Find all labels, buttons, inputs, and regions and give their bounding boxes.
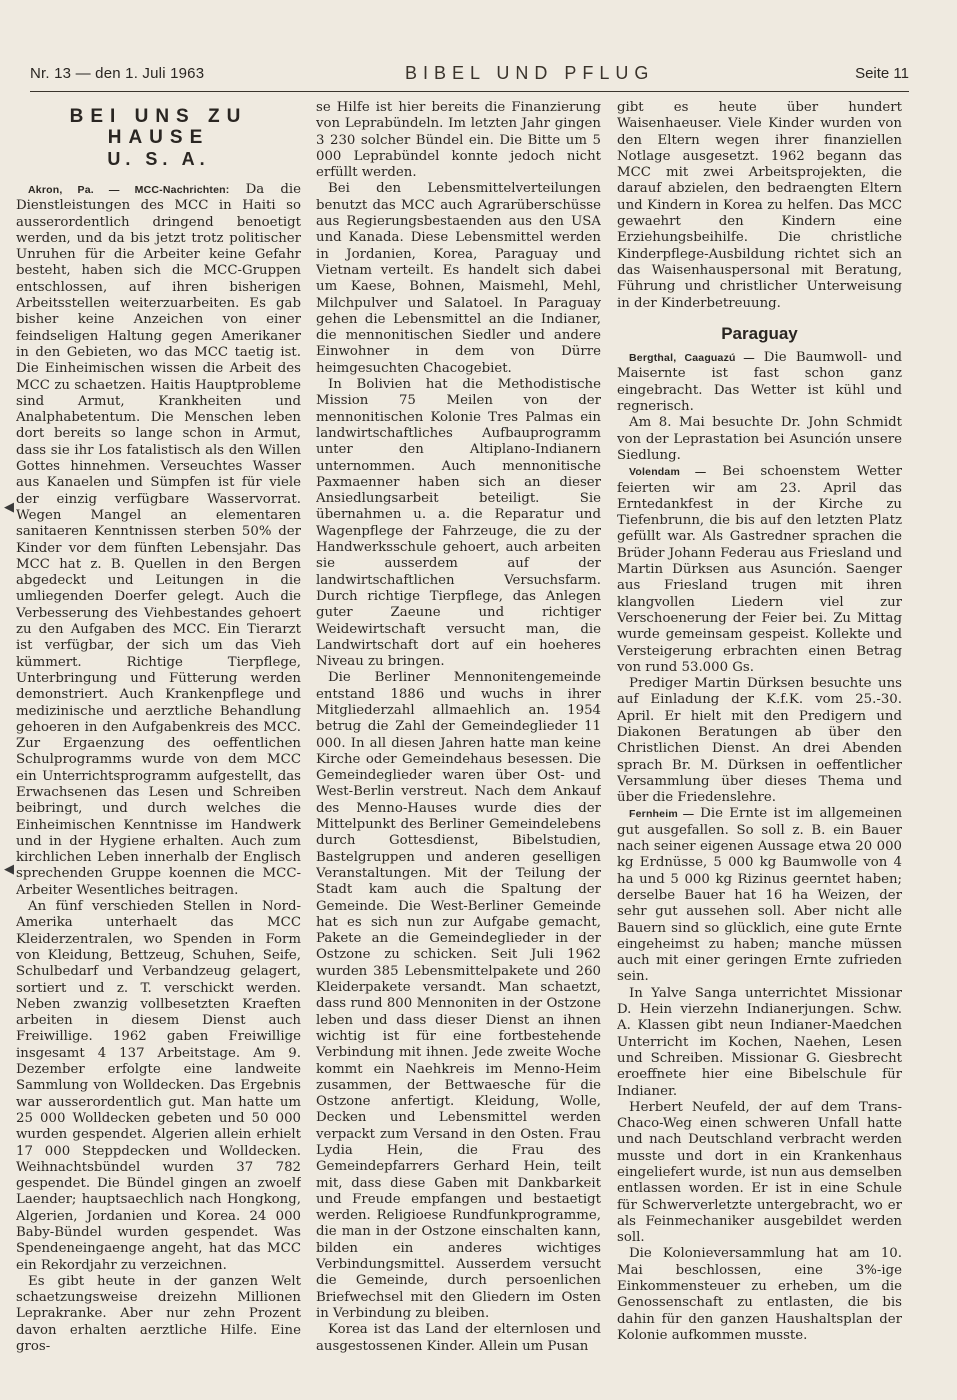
paragraph xyxy=(617,986,902,1100)
paragraph xyxy=(617,1100,902,1247)
paragraph-text: Herbert Neufeld, der auf dem Trans-Chaco-Weg einen schweren Unfall hatte und nach Deutschland verbracht werden musste und dort in ein Krankenhaus eingeliefert wurde, ist nun aus demselben entlassen worden. Er ist in eine Schule für Schwerverletzte untergebracht, wo er als Feinmechaniker ausgebildet werden soll. xyxy=(617,1099,902,1246)
paragraph xyxy=(617,1246,902,1344)
paragraph-text: In Yalve Sanga unterrichtet Missionar D. Hein vierzehn Indianerjungen. Schw. A. Klassen gibt neun Indianer-Maedchen Unterricht im Kochen, Naehen, Lesen und Schreiben. Missionar G. Giesbrecht eroeffnete hier eine Bibelschule für Indianer. xyxy=(617,985,902,1099)
margin-mark: ◀ xyxy=(4,862,14,877)
paragraph xyxy=(617,464,902,676)
paragraph-text: In Bolivien hat die Methodistische Mission 75 Meilen von der mennonitischen Kolonie Tres Palmas ein landwirtschaftliches Aufbauprogramm unter den Altiplano-Indianern unternommen. Auch mennonitische Paxmaenner haben sich an dieser Ansiedlungsarbeit beteiligt. Sie übernahmen u. a. die Reparatur und Wagenpflege der Fahrzeuge, die zu der Handwerksschule gehoert, auch arbeiten sie ausserdem auf der landwirtschaftlichen Versuchsfarm. Durch richtige Tierpflege, das Anlegen guter Zaeune und richtiger Weidewirtschaft versucht man, die Landwirtschaft dort auf ein hoeheres Niveau zu bringen. xyxy=(316,377,601,670)
paragraph xyxy=(316,377,601,670)
paragraph xyxy=(316,100,601,181)
paragraph xyxy=(16,1274,301,1355)
issue-date: Nr. 13 — den 1. Juli 1963 xyxy=(30,64,205,82)
paragraph-text: Bei schoenstem Wetter feierten wir am 23. April das Erntedankfest in der Kirche zu Tiefenbrunn, die bis auf den letzten Platz gefüllt war. Als Gastredner sprachen die Brüder Johann Federau aus Friesland und Martin Dürksen aus Asunción. Saenger aus Friesland trugen mit ihren klangvollen Liedern viel zur Verschoenerung der Feier bei. Zu Mittag wurde gemeinsam gespeist. Kollekte und Versteigerung erbrachten einen Betrag von rund 53.000 Gs. xyxy=(617,464,902,675)
section-title: BEI UNS ZU HAUSE xyxy=(69,106,248,148)
paragraph xyxy=(617,806,902,985)
paraguay-heading: Paraguay xyxy=(721,323,798,343)
paragraph-text: Korea ist das Land der elternlosen und ausgestossenen Kinder. Allein um Pusan xyxy=(316,1322,601,1354)
column-2-body xyxy=(316,100,601,1355)
paragraph-text: Die Kolonieversammlung hat am 10. Mai beschlossen, eine 3%-ige Einkommensteuer zu erheben, um die Genossenschaft zu entlasten, die bis dahin für den ganzen Haushaltsplan der Kolonie aufkommen musste. xyxy=(617,1246,902,1343)
paragraph-text: Prediger Martin Dürksen besuchte uns auf Einladung der K.f.K. vom 25.-30. April. Er hielt mit den Predigern und Diakonen Beratungen ab über den Christlichen Dienst. An drei Abenden sprach Br. M. Dürksen in oeffentlicher Versammlung über dieses Thema und über die Friedenslehre. xyxy=(617,676,902,806)
paragraph-text: se Hilfe ist hier bereits die Finanzierung von Leprabündeln. Im letzten Jahr gingen 3 230 solcher Bündel ein. Die Bitte um 5 000 Leprabündel konnte jedoch nicht erfüllt werden. xyxy=(316,100,601,181)
paragraph xyxy=(16,899,301,1274)
paragraph xyxy=(316,1322,601,1355)
section-subtitle: U. S. A. xyxy=(107,149,210,169)
column-3 xyxy=(617,100,902,1386)
dateline: Volendam — xyxy=(629,466,706,479)
paragraph-text: Es gibt heute in der ganzen Welt schaetzungsweise dreizehn Millionen Leprakranke. Aber nur zehn Prozent davon erhalten aerztliche Hilfe. Eine gros- xyxy=(16,1273,301,1355)
paragraph-text: An fünf verschieden Stellen in Nord-Amerika unterhaelt das MCC Kleiderzentralen, wo Spenden in Form von Kleidung, Bettzeug, Schuhen, Seife, Schulbedarf und Verbandzeug gelagert, sortiert und z. T. verschickt werden. Neben zwanzig vollbesetzten Kraeften arbeiten in diesem Dienst auch Freiwillige. 1962 gaben Freiwillige insgesamt 4 137 Arbeitstage. Am 9. Dezember erfolgte eine landweite Sammlung von Wolldecken. Das Ergebnis war ausserordentlich gut. Man hatte um 25 000 Wolldecken gebeten und 50 000 wurden gespendet. Algerien allein erhielt 17 000 Steppdecken und Wolldecken. Weihnachtsbündel wurden 37 782 gespendet. Die Bündel gingen an zwoelf Laender; hauptsaechlich nach Hongkong, Algerien, Jordanien und Korea. 24 000 Baby-Bündel wurden gespendet. Was Spendeneingaenge angeht, hat das MCC ein Rekordjahr zu verzeichnen. xyxy=(16,899,301,1273)
paragraph-text: Die Baumwoll- und Maisernte ist fast schon ganz eingebracht. Das Wetter ist kühl und regnerisch. xyxy=(617,350,902,415)
paragraph-text: Da die Dienstleistungen des MCC in Haiti so ausserordentlich dringend benoetigt werden, und da bis jetzt trotz politischer Unruhen für die Arbeiter keine Gefahr besteht, haben sich die MCC-Gruppen entschlossen, auf ihren bisherigen Arbeitsstellen weiterzuarbeiten. Es gab bisher keine Anzeichen von einer feindseligen Haltung gegen Amerikaner in den Gebieten, wo das MCC taetig ist. Die Einheimischen wissen die Arbeit des MCC zu schaetzen. Haitis Hauptprobleme sind Armut, Krankheiten und Analphabetentum. Die Menschen leben dort bereits so lange schon in Armut, dass sie ihr Los fatalistisch als den Willen Gottes hinnehmen. Verseuchtes Wasser aus Kanaelen und Sümpfen ist für viele der einzig verfügbare Wasservorrat. Wegen Mangel an elementaren sanitaeren Kenntnissen sterben 50% der Kinder vor dem fünften Lebensjahr. Das MCC hat z. B. Quellen in den Bergen abgedeckt und Leitungen in die umliegenden Doerfer gelegt. Auch die Verbesserung des Viehbestandes gehoert zu den Aufgaben des MCC. Ein Tierarzt ist verfügbar, der sich um das Vieh kümmert. Richtige Tierpflege, Unterbringung und Fütterung werden demonstriert. Auch Krankenpflege und medizinische und aerztliche Behandlung gehoeren in den Aufgabenkreis des MCC. Zur Ergaenzung des oeffentlichen Schulprogramms wurde von dem MCC ein Unterrichtsprogramm aufgestellt, das Erwachsenen das Lesen und Schreiben beibringt, und durch welches die Einheimischen Kenntnisse im Handwerk und in der Hygiene erhalten. Auch zum kirchlichen Leben innerhalb der Englisch sprechenden Gruppe koennen die MCC-Arbeiter Wesentliches beitragen. xyxy=(16,182,301,898)
masthead: BIBEL UND PFLUG xyxy=(404,62,655,83)
paragraph-text: gibt es heute über hundert Waisenhaeuser. Viele Kinder wurden von den Eltern wegen ihrer finanziellen Notlage ausgesetzt. 1962 begann das MCC mit zwei Arbeitsprojekten, die darauf abzielen, den bedraengten Eltern und Kindern in Korea zu helfen. Das MCC gewaehrt den Kindern eine Erziehungsbeihilfe. Die christliche Kinderpflege-Ausbildung richtet sich an das Waisenhauspersonal mit Beratung, Führung und christlicher Unterweisung in der Kinderbetreuung. xyxy=(617,100,902,311)
paragraph xyxy=(617,100,902,312)
paragraph-text: Bei den Lebensmittelverteilungen benutzt das MCC auch Agrarüberschüsse aus Regierungsbestaenden aus den USA und Kanada. Diese Lebensmittel werden in Jordanien, Korea, Paraguay und Vietnam verteilt. Es handelt sich dabei um Kaese, Bohnen, Maismehl, Mehl, Milchpulver und Salatoel. In Paraguay gehen die Lebensmittel an die Indianer, die mennonitischen Siedler und andere Einwohner in dem von Dürre heimgesuchten Chacogebiet. xyxy=(316,181,601,376)
column-1 xyxy=(16,100,301,1386)
paragraph xyxy=(316,670,601,1322)
paragraph xyxy=(617,350,902,415)
column-3-bottom xyxy=(617,350,902,1344)
page-header xyxy=(30,58,909,92)
column-2 xyxy=(316,100,601,1386)
column-3-top xyxy=(617,100,902,312)
paragraph-text: Am 8. Mai besuchte Dr. John Schmidt von der Leprastation bei Asunción unsere Siedlung. xyxy=(617,415,902,463)
dateline: Akron, Pa. — MCC-Nachrichten: xyxy=(28,184,230,196)
paragraph xyxy=(16,182,301,899)
paragraph-text: Die Ernte ist im allgemeinen gut ausgefallen. So soll z. B. ein Bauer nach seiner eigenen Aussage etwa 20 000 kg Erdnüsse, 5 000 kg Baumwolle von 4 ha und 5 000 kg Rizinus geerntet haben; derselbe Bauer hat 16 ha Weizen, der sehr gut aussehen soll. Aber nicht alle Bauern sind so glücklich, eine gute Ernte eingeheimst zu haben; manche müssen auch mit einer geringen Ernte zufrieden sein. xyxy=(617,806,902,985)
dateline: Fernheim — xyxy=(629,808,694,821)
page-number: Seite 11 xyxy=(855,64,909,82)
paragraph-text: Die Berliner Mennonitengemeinde entstand 1886 und wuchs in ihrer Mitgliederzahl allmaehlich an. 1954 betrug die Zahl der Gemeindeglieder 11 000. In all diesen Jahren hatte man keine Kirche oder Gemeindehaus besessen. Die Gemeindeglieder waren über Ost- und West-Berlin verstreut. Nach dem Ankauf des Menno-Hauses wurde dies der Mittelpunkt des Berliner Gemeindelebens durch Gottesdienst, Bibelstudien, Bastelgruppen und anderen geselligen Veranstaltungen. Mit der Teilung der Stadt kam auch die Spaltung der Gemeinde. Die West-Berliner Gemeinde hat es sich nun zur Aufgabe gemacht, Pakete an die Gemeindeglieder in der Ostzone zu schicken. Seit Juli 1962 wurden 385 Lebensmittelpakete und 260 Kleiderpakete versandt. Man schaetzt, dass rund 800 Mennoniten in der Ostzone leben und dass dieser Dienst an ihnen wichtig ist für eine fortbestehende Verbindung mit ihnen. Jede zweite Woche kommt ein Naehkreis im Menno-Heim zusammen, der Bettwaesche für die Ostzone anfertigt. Kleidung, Wolle, Decken und Lebensmittel werden verpackt zum Versand in den Osten. Frau Lydia Hein, die Frau des Gemeindepfarrers Gerhard Hein, teilt mit, dass diese Gaben mit Dankbarkeit und Freude empfangen und bestaetigt werden. Religioese Rundfunkprogramme, die man in der Ostzone einschalten kann, bilden ein anderes wichtiges Verbindungsmittel. Ausserdem versucht die Gemeinde, durch persoenlichen Briefwechsel mit den Gliedern im Osten in Verbindung zu bleiben. xyxy=(316,670,601,1321)
margin-mark: ◀ xyxy=(4,500,14,515)
dateline: Bergthal, Caaguazú — xyxy=(629,352,755,365)
paragraph xyxy=(617,676,902,806)
paragraph xyxy=(617,415,902,464)
column-1-body xyxy=(16,182,301,1355)
paragraph xyxy=(316,181,601,377)
